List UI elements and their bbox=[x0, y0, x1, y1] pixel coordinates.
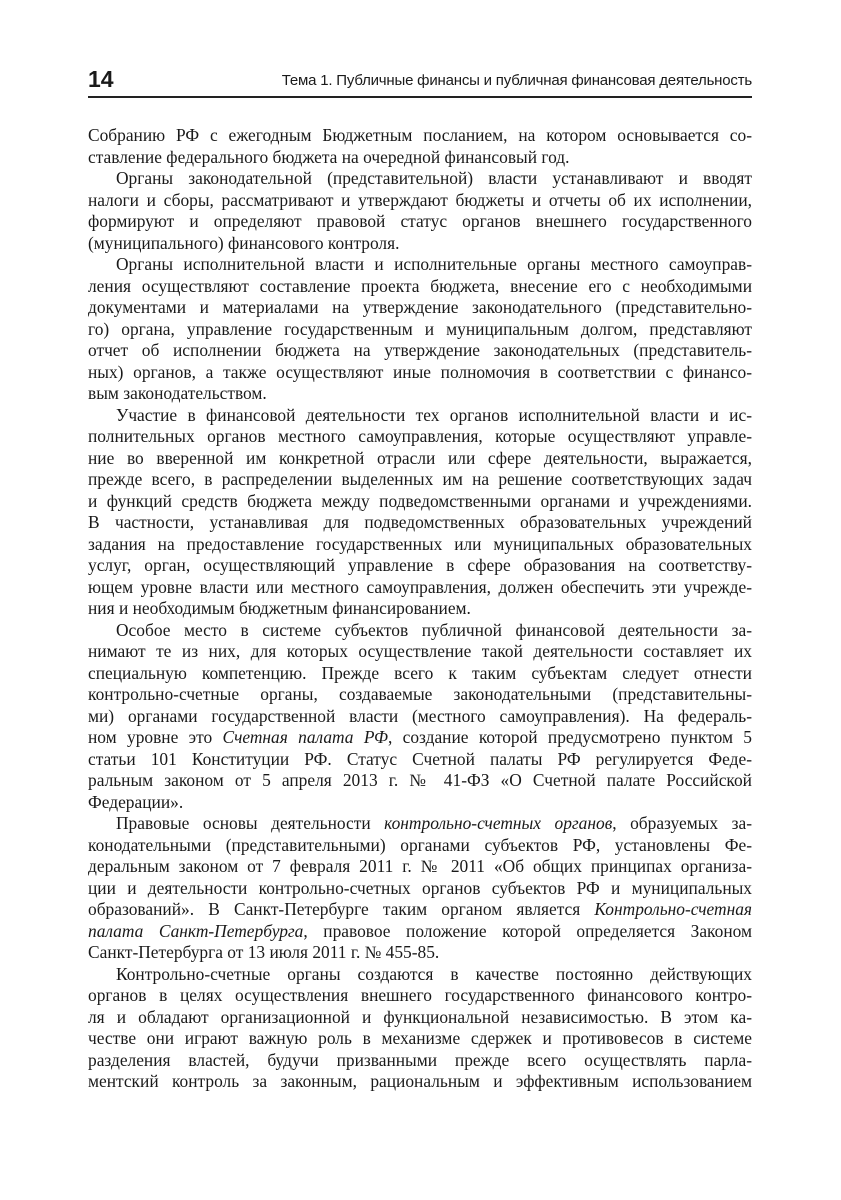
text-segment: В частности, устанавливая для подведомственных образовательных учреждений bbox=[88, 512, 752, 532]
text-line bbox=[88, 426, 752, 448]
text-line bbox=[88, 942, 752, 964]
text-line bbox=[88, 749, 752, 771]
text-segment: Правовые основы деятельности bbox=[116, 813, 385, 833]
text-segment: и функций средств бюджета между подведомственными органами и учреждениями. bbox=[88, 490, 752, 511]
text-segment: разделения властей, будучи призванными прежде всего осуществлять парла- bbox=[88, 1049, 752, 1070]
text-line bbox=[88, 792, 752, 814]
text-line bbox=[88, 297, 752, 319]
running-title: Тема 1. Публичные финансы и публичная финансовая деятельность bbox=[281, 72, 752, 89]
text-line bbox=[88, 147, 752, 169]
text-segment: ном уровне это bbox=[88, 727, 223, 747]
text-line bbox=[88, 727, 752, 749]
italic-term: палата Санкт-Петербурга bbox=[88, 920, 304, 941]
text-line bbox=[88, 598, 752, 620]
italic-term: Счетная палата РФ bbox=[222, 727, 388, 747]
text-line bbox=[88, 620, 752, 642]
text-line bbox=[88, 168, 752, 190]
text-segment: полнительных органов местного самоуправления, которые осуществляют управле- bbox=[88, 426, 752, 446]
page-number: 14 bbox=[88, 66, 114, 92]
text-line bbox=[88, 921, 752, 943]
text-segment: нимают те из них, для которых осуществление такой деятельности составляет их bbox=[88, 641, 752, 661]
text-segment: услуг, орган, осуществляющий управление в сфере образования на соответству- bbox=[88, 555, 752, 575]
text-segment: Федерации». bbox=[88, 791, 184, 812]
text-segment: ставление федерального бюджета на очередной финансовый год. bbox=[88, 146, 570, 167]
text-line bbox=[88, 577, 752, 599]
page-header bbox=[88, 62, 752, 98]
text-line bbox=[88, 319, 752, 341]
text-line bbox=[88, 125, 752, 147]
text-line bbox=[88, 190, 752, 212]
body-text bbox=[88, 125, 752, 1093]
text-segment: Особое место в системе субъектов публичной финансовой деятельности за- bbox=[116, 619, 752, 640]
text-line bbox=[88, 340, 752, 362]
text-segment: го) органа, управление государственным и муниципальным долгом, представляют bbox=[88, 318, 752, 339]
text-segment: ных) органов, а также осуществляют иные полномочия в соответствии с финансо- bbox=[88, 361, 752, 382]
text-line bbox=[88, 383, 752, 405]
text-line bbox=[88, 1028, 752, 1050]
text-segment: ющем уровне власти или местного самоуправления, должен обеспечить эти учрежде- bbox=[88, 576, 752, 597]
text-line bbox=[88, 985, 752, 1007]
text-segment: Органы законодательной (представительной) власти устанавливают и вводят bbox=[116, 168, 752, 188]
text-line bbox=[88, 448, 752, 470]
text-segment: , образуемых за- bbox=[612, 813, 752, 833]
text-line bbox=[88, 706, 752, 728]
text-line bbox=[88, 770, 752, 792]
text-segment: статьи 101 Конституции РФ. Статус Счетной палаты РФ регулируется Феде- bbox=[88, 748, 752, 769]
text-segment: Органы исполнительной власти и исполнительные органы местного самоуправ- bbox=[116, 254, 752, 274]
text-segment: задания на предоставление государственных или муниципальных образовательных bbox=[88, 533, 752, 554]
italic-term: контрольно-счетных органов bbox=[384, 813, 613, 833]
text-line bbox=[88, 362, 752, 384]
text-line bbox=[88, 1007, 752, 1029]
text-segment: , создание которой предусмотрено пунктом 5 bbox=[387, 727, 752, 747]
text-line bbox=[88, 555, 752, 577]
text-segment: прежде всего, в распределении выделенных им на решение соответствующих задач bbox=[88, 469, 752, 489]
text-segment: ментский контроль за законным, рациональным и эффективным использованием bbox=[88, 1071, 752, 1091]
text-line bbox=[88, 684, 752, 706]
text-segment: Контрольно-счетные органы создаются в качестве постоянно действующих bbox=[116, 963, 752, 984]
text-segment: Санкт-Петербурга от 13 июля 2011 г. № 455-85. bbox=[88, 942, 440, 962]
text-line bbox=[88, 211, 752, 233]
text-line bbox=[88, 1050, 752, 1072]
text-line bbox=[88, 491, 752, 513]
text-line bbox=[88, 813, 752, 835]
text-line bbox=[88, 469, 752, 491]
text-line bbox=[88, 254, 752, 276]
text-segment: ния и необходимым бюджетным финансированием. bbox=[88, 598, 471, 618]
text-segment: конодательными (представительными) органами субъектов РФ, установлены Фе- bbox=[88, 834, 752, 855]
text-segment: формируют и определяют правовой статус органов внешнего государственного bbox=[88, 211, 752, 231]
text-line bbox=[88, 233, 752, 255]
text-segment: контрольно-счетные органы, создаваемые законодательными (представительны- bbox=[88, 684, 752, 704]
text-segment: специальную компетенцию. Прежде всего к таким субъектам следует отнести bbox=[88, 662, 752, 683]
text-segment: ления осуществляют составление проекта бюджета, внесение его с необходимыми bbox=[88, 275, 752, 296]
text-segment: Участие в финансовой деятельности тех органов исполнительной власти и ис- bbox=[116, 404, 752, 425]
text-line bbox=[88, 641, 752, 663]
text-segment: вым законодательством. bbox=[88, 383, 267, 403]
text-line bbox=[88, 663, 752, 685]
text-segment: деральным законом от 7 февраля 2011 г. № 2011 «Об общих принципах организа- bbox=[88, 856, 752, 876]
text-line bbox=[88, 835, 752, 857]
text-segment: отчет об исполнении бюджета на утверждение законодательных (представитель- bbox=[88, 340, 752, 360]
text-segment: Собранию РФ с ежегодным Бюджетным посланием, на котором основывается со- bbox=[88, 125, 752, 145]
text-line bbox=[88, 1071, 752, 1093]
italic-term: Контрольно-счетная bbox=[594, 899, 752, 919]
text-segment: ми) органами государственной власти (местного самоуправления). На федераль- bbox=[88, 705, 752, 726]
text-segment: ние во вверенной им конкретной отрасли или сфере деятельности, выражается, bbox=[88, 447, 752, 468]
text-line bbox=[88, 878, 752, 900]
text-segment: ции и деятельности контрольно-счетных органов субъектов РФ и муниципальных bbox=[88, 877, 752, 898]
text-segment: образований». В Санкт-Петербурге таким органом является bbox=[88, 899, 595, 919]
text-segment: документами и материалами на утверждение законодательного (представительно- bbox=[88, 297, 752, 317]
text-line bbox=[88, 964, 752, 986]
text-line bbox=[88, 405, 752, 427]
text-segment: ля и обладают организационной и функциональной независимостью. В этом ка- bbox=[88, 1006, 752, 1027]
text-line bbox=[88, 856, 752, 878]
text-segment: органов в целях осуществления внешнего государственного финансового контро- bbox=[88, 985, 752, 1005]
text-line bbox=[88, 512, 752, 534]
text-segment: ральным законом от 5 апреля 2013 г. № 41-ФЗ «О Счетной палате Российской bbox=[88, 770, 752, 790]
text-segment: (муниципального) финансового контроля. bbox=[88, 232, 400, 253]
text-line bbox=[88, 899, 752, 921]
text-segment: честве они играют важную роль в механизме сдержек и противовесов в системе bbox=[88, 1028, 752, 1048]
text-line bbox=[88, 276, 752, 298]
text-line bbox=[88, 534, 752, 556]
text-segment: , правовое положение которой определяется Законом bbox=[303, 920, 752, 941]
text-segment: налоги и сборы, рассматривают и утверждают бюджеты и отчеты об их исполнении, bbox=[88, 189, 752, 210]
